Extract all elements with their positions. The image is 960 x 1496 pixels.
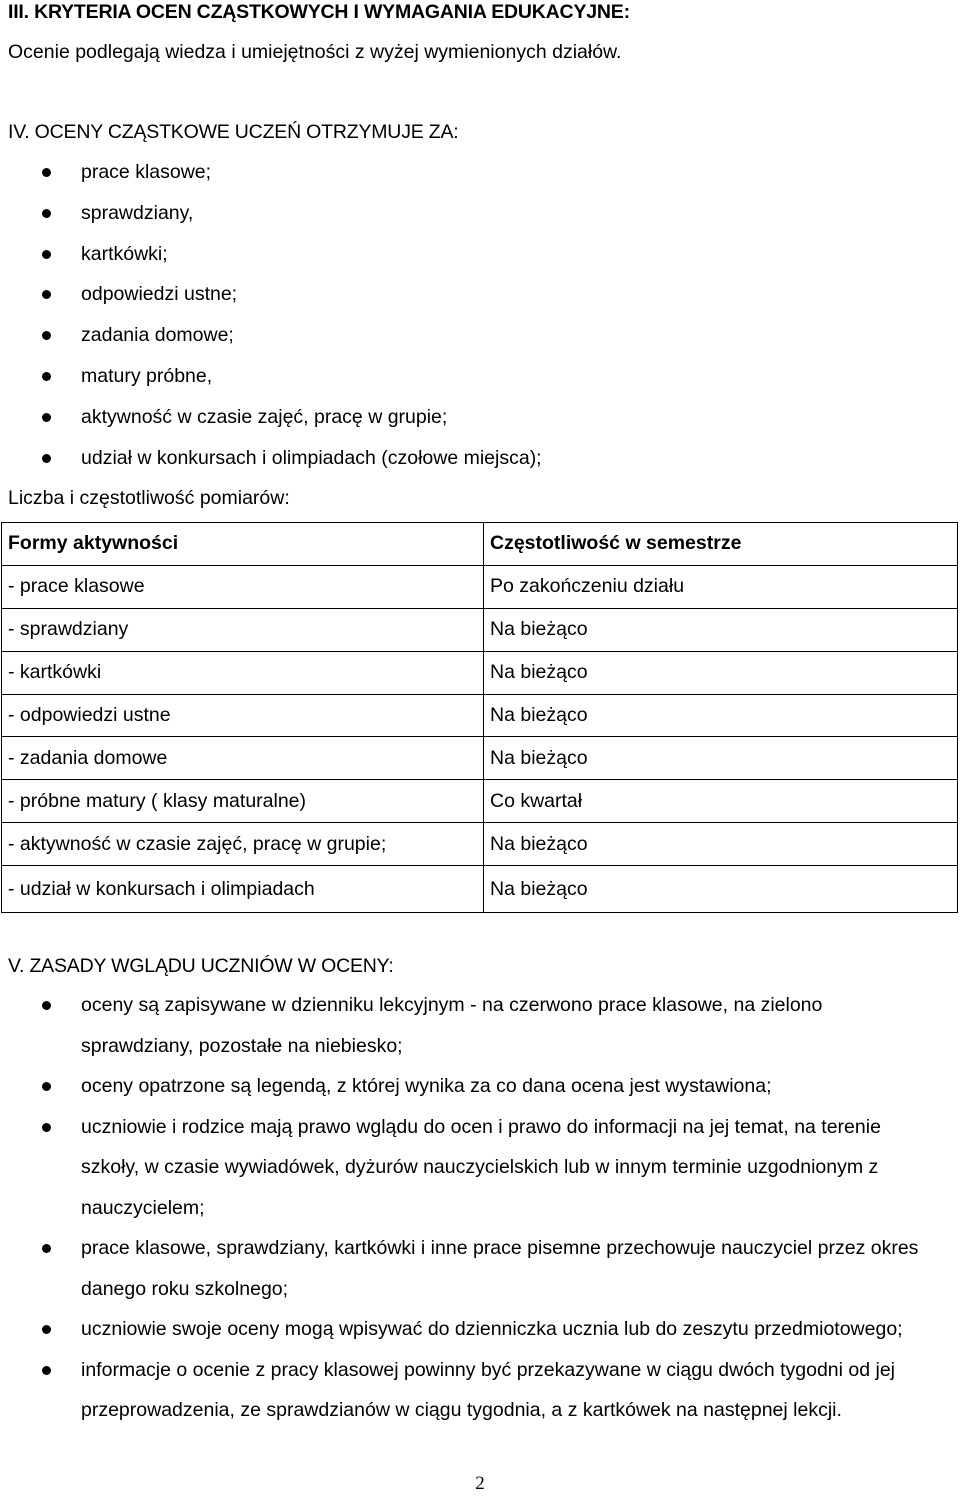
list-item-text: informacje o ocenie z pracy klasowej powinny być przekazywane w ciągu dwóch tygodni od jej przeprowadzenia, ze sprawdzianów w ciągu tygodnia, a z kartkówek na następnej lekcji. <box>81 1358 896 1421</box>
list-item <box>0 234 542 275</box>
bullet-icon <box>42 1366 51 1375</box>
table-row <box>2 694 958 737</box>
page-number: 2 <box>475 1473 485 1494</box>
table-row <box>2 780 958 823</box>
frequency-cell: Na bieżąco <box>484 651 958 694</box>
frequency-cell: Na bieżąco <box>484 694 958 737</box>
list-item <box>0 274 542 315</box>
bullet-icon <box>42 331 51 340</box>
table-header-row <box>2 523 958 566</box>
section-4-title: IV. OCENY CZĄSTKOWE UCZEŃ OTRZYMUJE ZA: <box>8 121 459 143</box>
table-row <box>2 823 958 866</box>
activity-cell: - aktywność w czasie zajęć, pracę w grupie; <box>2 823 484 866</box>
section-4-list <box>0 152 542 478</box>
list-item <box>0 1309 921 1350</box>
bullet-icon <box>42 372 51 381</box>
list-item-text: uczniowie i rodzice mają prawo wglądu do ocen i prawo do informacji na jej temat, na terenie szkoły, w czasie wywiadówek, dyżurów nauczycielskich lub w innym terminie uzgodnionym z nauczycielem; <box>81 1115 881 1219</box>
measurement-label: Liczba i częstotliwość pomiarów: <box>8 487 290 509</box>
list-item-text: oceny są zapisywane w dzienniku lekcyjnym - na czerwono prace klasowe, na zielono sprawdziany, pozostałe na niebiesko; <box>81 994 823 1057</box>
list-item <box>0 438 542 479</box>
list-item-text: zadania domowe; <box>81 324 234 347</box>
list-item-text: sprawdziany, <box>81 201 194 224</box>
activity-cell: - kartkówki <box>2 651 484 694</box>
frequency-cell: Na bieżąco <box>484 737 958 780</box>
activity-cell: - sprawdziany <box>2 608 484 651</box>
bullet-icon <box>42 250 51 259</box>
section-5-list <box>0 985 960 1431</box>
list-item-text: aktywność w czasie zajęć, pracę w grupie; <box>81 405 448 428</box>
bullet-icon <box>42 454 51 463</box>
list-item-text: matury próbne, <box>81 364 213 387</box>
activity-cell: - odpowiedzi ustne <box>2 694 484 737</box>
bullet-icon <box>42 1325 51 1334</box>
list-item-text: prace klasowe, sprawdziany, kartkówki i inne prace pisemne przechowuje nauczyciel przez okres danego roku szkolnego; <box>81 1237 919 1300</box>
table-row <box>2 737 958 780</box>
list-item <box>0 1066 921 1107</box>
activity-cell: - próbne matury ( klasy maturalne) <box>2 780 484 823</box>
column-header-frequency: Częstotliwość w semestrze <box>484 523 958 566</box>
list-item <box>0 1350 921 1431</box>
frequency-cell: Na bieżąco <box>490 877 588 900</box>
list-item <box>0 193 542 234</box>
activity-cell: - prace klasowe <box>2 565 484 608</box>
activity-cell: - udział w konkursach i olimpiadach <box>2 866 484 913</box>
activity-cell: - zadania domowe <box>2 737 484 780</box>
list-item <box>0 985 921 1066</box>
section-3-text: Ocenie podlegają wiedza i umiejętności z wyżej wymienionych działów. <box>8 41 622 63</box>
list-item <box>0 315 542 356</box>
list-item-text: prace klasowe; <box>81 161 212 183</box>
list-item-text: odpowiedzi ustne; <box>81 283 238 306</box>
list-item <box>0 356 542 397</box>
column-header-activity: Formy aktywności <box>2 523 484 566</box>
bullet-icon <box>42 168 51 177</box>
bullet-icon <box>42 290 51 299</box>
table-row <box>2 565 958 608</box>
section-5-title: V. ZASADY WGLĄDU UCZNIÓW W OCENY: <box>8 955 394 977</box>
list-item <box>0 152 542 193</box>
list-item <box>0 1107 921 1229</box>
list-item-text: uczniowie swoje oceny mogą wpisywać do dzienniczka ucznia lub do zeszytu przedmiotowego; <box>81 1318 903 1340</box>
frequency-cell: Po zakończeniu działu <box>484 565 958 608</box>
frequency-cell: Na bieżąco <box>484 608 958 651</box>
bullet-icon <box>42 1123 51 1132</box>
bullet-icon <box>42 413 51 422</box>
section-3-title: III. KRYTERIA OCEN CZĄSTKOWYCH I WYMAGANIA EDUKACYJNE: <box>8 1 630 23</box>
bullet-icon <box>42 1001 51 1010</box>
list-item-text: udział w konkursach i olimpiadach (czołowe miejsca); <box>81 446 542 469</box>
table-row <box>2 866 958 913</box>
bullet-icon <box>42 1244 51 1253</box>
table-row <box>2 651 958 694</box>
list-item <box>0 1228 921 1309</box>
frequency-table <box>1 522 958 913</box>
frequency-cell: Na bieżąco <box>484 823 958 866</box>
list-item <box>0 397 542 438</box>
list-item-text: kartkówki; <box>81 242 168 265</box>
list-item-text: oceny opatrzone są legendą, z której wynika za co dana ocena jest wystawiona; <box>81 1075 772 1097</box>
table-row <box>2 608 958 651</box>
bullet-icon <box>42 209 51 218</box>
bullet-icon <box>42 1082 51 1091</box>
frequency-cell: Co kwartał <box>484 780 958 823</box>
